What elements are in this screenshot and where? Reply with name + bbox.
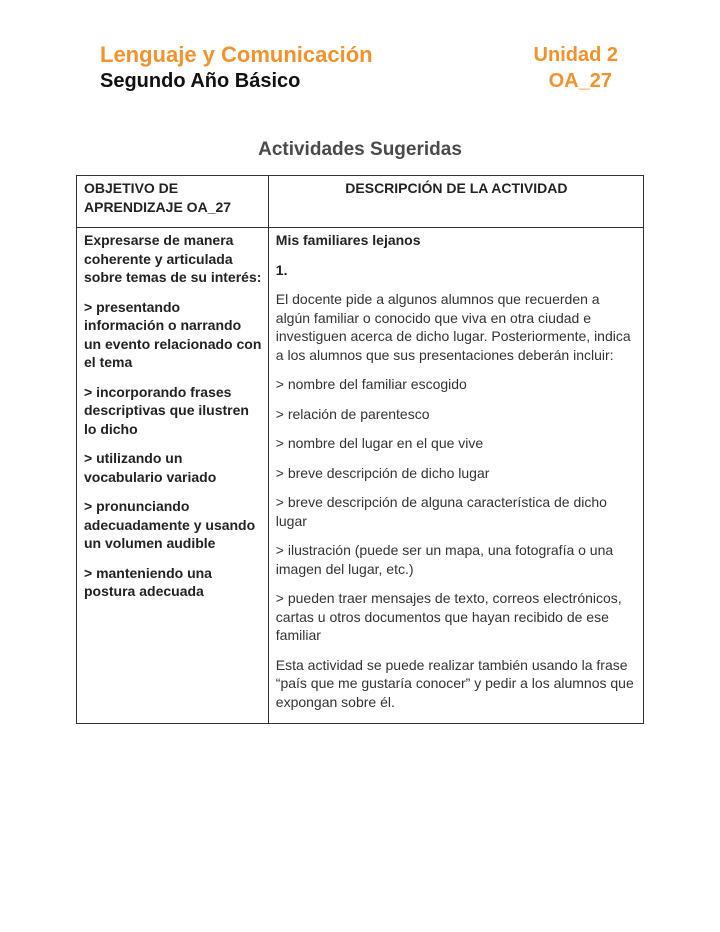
grade-level: Segundo Año Básico — [100, 70, 301, 92]
activity-item: > relación de parentesco — [275, 405, 430, 422]
activity-cell — [268, 228, 643, 724]
subject-title: Lenguaje y Comunicación — [100, 42, 373, 67]
objective-column-header: OBJETIVO DE APRENDIZAJE OA_27 — [77, 176, 269, 228]
activity-intro: El docente pide a algunos alumnos que recuerden a algún familiar o conocido que viva en otra ciudad e investiguen acerca de dicho lugar. Posteriormente, indica a los alumnos que sus presentaciones deberán incluir: — [275, 291, 631, 363]
activity-closing: Esta actividad se puede realizar también usando la frase “país que me gustaría conocer” y pedir a los alumnos que expongan sobre él. — [275, 656, 634, 710]
activity-title: Mis familiares lejanos — [275, 232, 421, 248]
unit-label: Unidad 2 — [533, 44, 618, 66]
table-header-row — [77, 176, 644, 228]
objective-cell — [77, 228, 269, 724]
activity-item: > breve descripción de alguna característica de dicho lugar — [275, 494, 607, 529]
activity-item: > ilustración (puede ser un mapa, una fotografía o una imagen del lugar, etc.) — [275, 542, 614, 577]
activity-item: > breve descripción de dicho lugar — [275, 464, 490, 481]
activity-item: > nombre del lugar en el que vive — [275, 435, 484, 451]
objective-indicator: > incorporando frases descriptivas que ilustren lo dicho — [84, 383, 249, 437]
activity-number: 1. — [275, 261, 288, 278]
objective-indicator: > pronunciando adecuadamente y usando un volumen audible — [84, 498, 256, 551]
activity-item: > nombre del familiar escogido — [275, 376, 467, 392]
table-row — [77, 228, 644, 724]
objective-indicator: > manteniendo una postura adecuada — [84, 564, 212, 599]
objective-indicator: > presentando información o narrando un evento relacionado con el tema — [84, 298, 262, 370]
objective-indicator: > utilizando un vocabulario variado — [84, 450, 217, 485]
activity-table — [76, 175, 644, 724]
activity-item: > pueden traer mensajes de texto, correos electrónicos, cartas u otros documentos que hayan recibido de ese familiar — [275, 590, 622, 643]
objective-statement: Expresarse de manera coherente y articulada sobre temas de su interés: — [84, 232, 262, 285]
document-header-left — [100, 42, 373, 94]
objective-code: OA_27 — [548, 70, 612, 92]
section-title: Actividades Sugeridas — [258, 139, 462, 160]
activity-column-header: DESCRIPCIÓN DE LA ACTIVIDAD — [268, 176, 643, 228]
document-header-right — [534, 42, 618, 94]
